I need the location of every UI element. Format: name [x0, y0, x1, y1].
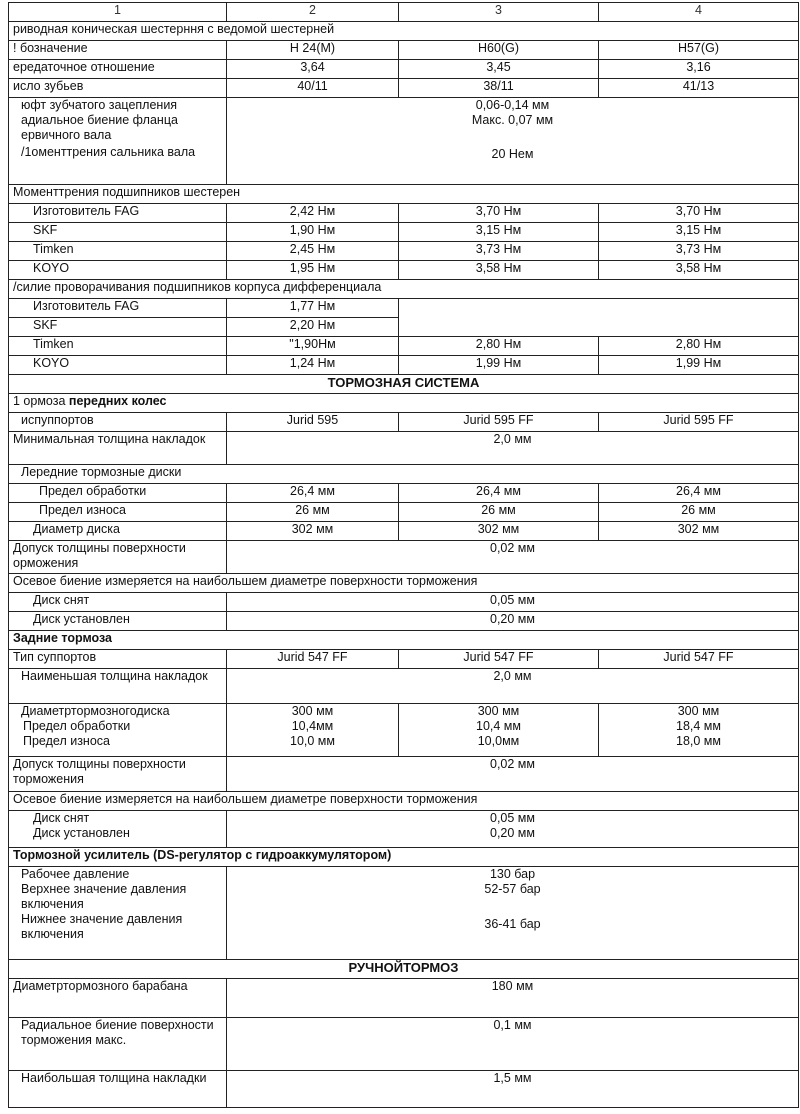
table-row	[9, 98, 799, 185]
param-value: 3,70 Нм	[599, 204, 799, 223]
param-value: H 24(M)	[227, 41, 399, 60]
param-value: 36-41 бар	[484, 917, 541, 931]
param-label: испуппортов	[9, 413, 227, 432]
param-value: Jurid 595	[227, 413, 399, 432]
merged-value-cell	[599, 704, 799, 757]
note-row: Осевое биение измеряется на наибольшем диаметре поверхности торможения	[9, 792, 799, 811]
param-label: Верхнее значение давления включения	[21, 882, 187, 911]
param-value: 1,99 Нм	[599, 356, 799, 375]
param-value: 26,4 мм	[599, 484, 799, 503]
table-row	[9, 979, 799, 1018]
param-value: 3,58 Нм	[399, 261, 599, 280]
param-label: SKF	[9, 223, 227, 242]
table-row	[9, 223, 799, 242]
param-value: 0,06-0,14 мм	[475, 98, 550, 112]
merged-label-cell	[9, 704, 227, 757]
table-row	[9, 204, 799, 223]
table-row	[9, 522, 799, 541]
param-value: 3,70 Нм	[399, 204, 599, 223]
param-value: 20 Нем	[491, 147, 534, 161]
table-row	[9, 413, 799, 432]
subsection-title: Лередние тормозные диски	[9, 465, 799, 484]
param-label: Рабочее давление	[21, 867, 130, 881]
param-value: 1,24 Нм	[227, 356, 399, 375]
param-value: 10,4 мм	[476, 719, 521, 733]
merged-label-cell	[9, 867, 227, 960]
param-value: 3,64	[227, 60, 399, 79]
note-row: Осевое биение измеряется на наибольшем диаметре поверхности торможения	[9, 574, 799, 593]
param-value: 3,45	[399, 60, 599, 79]
param-value: 2,80 Нм	[399, 337, 599, 356]
table-row	[9, 261, 799, 280]
param-value: H57(G)	[599, 41, 799, 60]
param-value: 0,20 мм	[490, 826, 535, 840]
table-row	[9, 669, 799, 704]
param-value: 2,42 Нм	[227, 204, 399, 223]
param-value: Jurid 547 FF	[599, 650, 799, 669]
param-value: 1,77 Нм	[227, 299, 399, 318]
param-label: Изготовитель FAG	[9, 204, 227, 223]
param-value: 3,16	[599, 60, 799, 79]
section-title: Моменттрения подшипников шестерен	[9, 185, 799, 204]
param-value: 302 мм	[399, 522, 599, 541]
table-row	[9, 41, 799, 60]
subsection-title: Тормозной усилитель (DS-регулятор с гидроаккумулятором)	[9, 848, 799, 867]
param-value: 38/11	[399, 79, 599, 98]
param-value: 2,45 Нм	[227, 242, 399, 261]
table-row	[9, 811, 799, 848]
param-label: Timken	[9, 242, 227, 261]
param-label: Диск установлен	[9, 612, 227, 631]
param-label: Наибольшая толщина накладки	[9, 1071, 227, 1108]
param-label: Диаметр диска	[9, 522, 227, 541]
column-number: 2	[227, 3, 399, 22]
param-value: 26 мм	[599, 503, 799, 522]
param-value: Макс. 0,07 мм	[471, 113, 554, 127]
param-label: Радиальное биение поверхности торможения макс.	[9, 1018, 227, 1071]
subsection-prefix: 1 ормоза	[13, 394, 69, 408]
table-row	[9, 432, 799, 465]
param-value: 0,02 мм	[227, 541, 799, 574]
param-value: H60(G)	[399, 41, 599, 60]
param-value: 1,95 Нм	[227, 261, 399, 280]
param-value: 1,5 мм	[227, 1071, 799, 1108]
param-label: Наименьшая толщина накладок	[9, 669, 227, 704]
param-label: Диаметртормозногодиска	[21, 704, 170, 718]
merged-value-cell	[227, 867, 799, 960]
table-row	[9, 484, 799, 503]
param-label: Тип суппортов	[9, 650, 227, 669]
subsection-bold: передних колес	[68, 394, 167, 408]
param-value: 1,90 Нм	[227, 223, 399, 242]
param-value: 302 мм	[227, 522, 399, 541]
table-row	[9, 757, 799, 792]
param-value: 302 мм	[599, 522, 799, 541]
param-label: ередаточное отношение	[9, 60, 227, 79]
section-title: риводная коническая шестерння с ведомой шестерней	[9, 22, 799, 41]
table-row	[9, 867, 799, 960]
param-value: Jurid 547 FF	[399, 650, 599, 669]
param-value: 2,80 Нм	[599, 337, 799, 356]
param-label: Минимальная толщина накладок	[9, 432, 227, 465]
table-row	[9, 612, 799, 631]
param-value: 0,02 мм	[227, 757, 799, 792]
param-label: Диск снят	[33, 811, 90, 825]
param-label: Изготовитель FAG	[9, 299, 227, 318]
param-value: 3,73 Нм	[599, 242, 799, 261]
param-label: ! бозначение	[9, 41, 227, 60]
param-label: Допуск толщины поверхности торможения	[9, 757, 227, 792]
param-label: Timken	[9, 337, 227, 356]
param-value: 2,0 мм	[227, 669, 799, 704]
param-label: Нижнее значение давления включения	[21, 912, 183, 941]
table-row	[9, 650, 799, 669]
param-label: Предел износа	[9, 503, 227, 522]
param-label: Предел обработки	[23, 719, 131, 733]
param-value: 3,15 Нм	[399, 223, 599, 242]
merged-label-cell	[9, 98, 227, 185]
merged-value-cell	[227, 98, 799, 185]
param-value: Jurid 547 FF	[227, 650, 399, 669]
merged-value-cell	[399, 704, 599, 757]
param-value: Jurid 595 FF	[399, 413, 599, 432]
column-number-row	[9, 3, 799, 22]
table-row	[9, 356, 799, 375]
param-value: 2,0 мм	[227, 432, 799, 465]
param-label: Диаметртормозного барабана	[9, 979, 227, 1018]
param-label: Допуск толщины поверхности орможения	[9, 541, 227, 574]
param-label: Диск установлен	[33, 826, 130, 840]
param-label: Предел износа	[23, 734, 110, 748]
param-label: SKF	[9, 318, 227, 337]
param-value: 26,4 мм	[399, 484, 599, 503]
param-label: Предел обработки	[9, 484, 227, 503]
merged-label-cell	[9, 811, 227, 848]
param-value: 26 мм	[227, 503, 399, 522]
param-value: 0,20 мм	[227, 612, 799, 631]
param-value: 3,58 Нм	[599, 261, 799, 280]
param-value: "1,90Нм	[227, 337, 399, 356]
param-value: 0,05 мм	[490, 811, 535, 825]
param-value: 18,0 мм	[676, 734, 721, 748]
param-value: 26 мм	[399, 503, 599, 522]
merged-value-cell	[227, 811, 799, 848]
param-value: 300 мм	[291, 704, 334, 718]
param-value: 300 мм	[677, 704, 720, 718]
param-label: исло зубьев	[9, 79, 227, 98]
param-value: 10,4мм	[291, 719, 334, 733]
param-value: 130 бар	[489, 867, 536, 881]
param-label: KOYO	[9, 356, 227, 375]
section-heading: РУЧНОЙТОРМОЗ	[9, 960, 799, 979]
table-row	[9, 299, 799, 318]
param-value: 26,4 мм	[227, 484, 399, 503]
column-number: 1	[9, 3, 227, 22]
table-row	[9, 1018, 799, 1071]
section-title: /силие проворачивания подшипников корпуса дифференциала	[9, 280, 799, 299]
table-row	[9, 503, 799, 522]
param-label: юфт зубчатого зацепления	[21, 98, 178, 112]
param-value: 300 мм	[477, 704, 520, 718]
table-row	[9, 60, 799, 79]
spec-table	[8, 2, 799, 1108]
subsection-title: Задние тормоза	[9, 631, 799, 650]
table-row	[9, 593, 799, 612]
param-value: 10,0мм	[477, 734, 520, 748]
param-value: 3,15 Нм	[599, 223, 799, 242]
column-number: 4	[599, 3, 799, 22]
table-row	[9, 79, 799, 98]
table-row	[9, 541, 799, 574]
merged-value-cell	[227, 704, 399, 757]
param-value: 10,0 мм	[290, 734, 335, 748]
param-value: 52-57 бар	[484, 882, 541, 896]
param-value: 1,99 Нм	[399, 356, 599, 375]
param-value: 0,05 мм	[227, 593, 799, 612]
subsection-title	[9, 394, 799, 413]
section-heading: ТОРМОЗНАЯ СИСТЕМА	[9, 375, 799, 394]
param-value: Jurid 595 FF	[599, 413, 799, 432]
param-value: 41/13	[599, 79, 799, 98]
param-value: 0,1 мм	[227, 1018, 799, 1071]
param-label: адиальное биение фланца ервичного вала	[21, 113, 178, 142]
column-number: 3	[399, 3, 599, 22]
param-value: 2,20 Нм	[227, 318, 399, 337]
empty-cell	[399, 299, 799, 337]
table-row	[9, 337, 799, 356]
param-label: /1оменттрения сальника вала	[21, 145, 196, 159]
param-value: 40/11	[227, 79, 399, 98]
table-row	[9, 704, 799, 757]
param-value: 18,4 мм	[676, 719, 721, 733]
param-value: 180 мм	[227, 979, 799, 1018]
param-value: 3,73 Нм	[399, 242, 599, 261]
param-label: KOYO	[9, 261, 227, 280]
table-row	[9, 242, 799, 261]
table-row	[9, 1071, 799, 1108]
param-label: Диск снят	[9, 593, 227, 612]
